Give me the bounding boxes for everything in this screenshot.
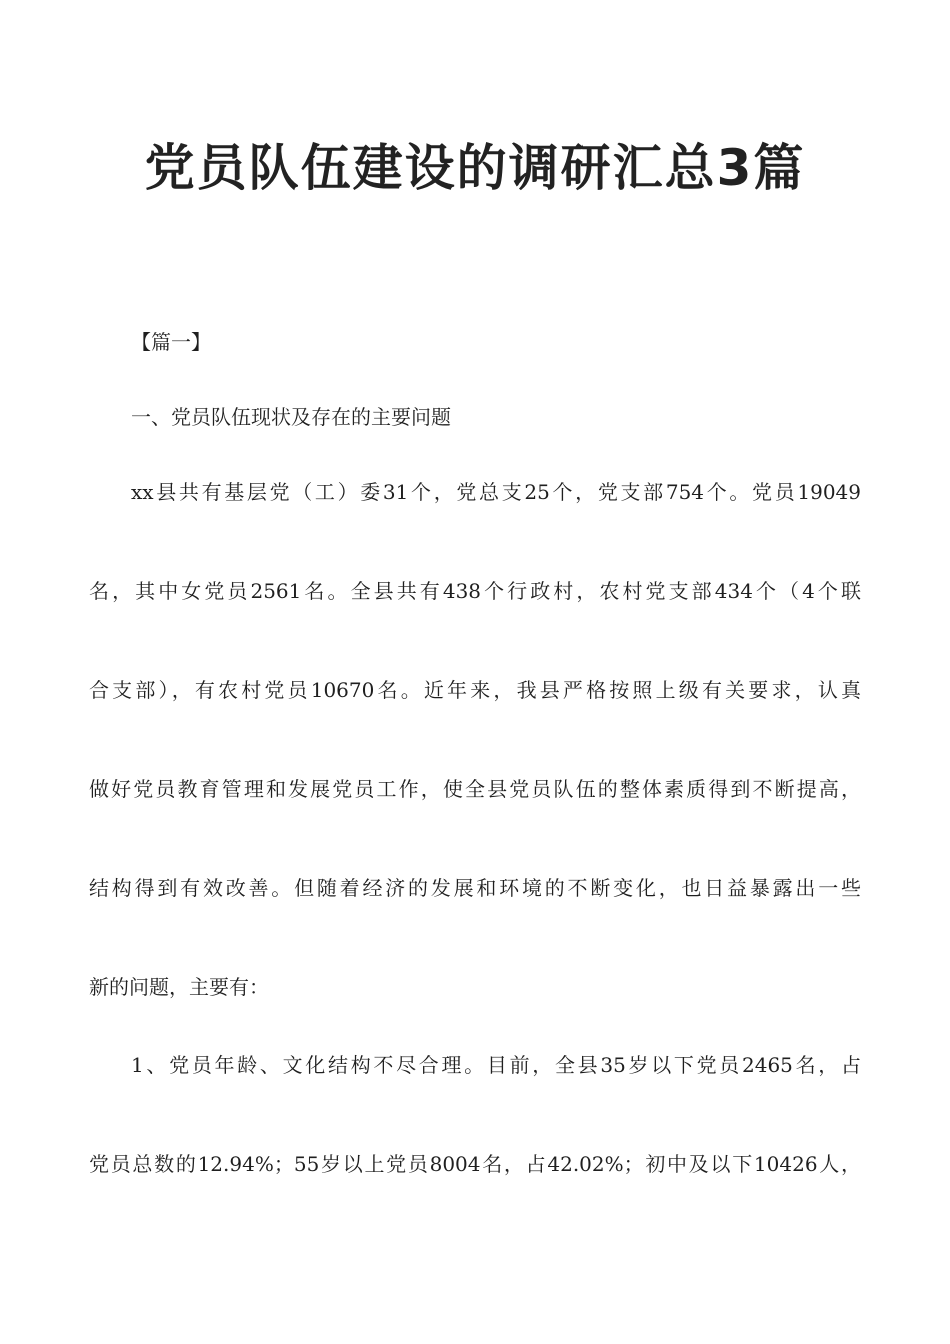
paragraph-line: xx县共有基层党（工）委31个，党总支25个，党支部754个。党员19049 [131,480,861,504]
paragraph-line: 合支部），有农村党员10670名。近年来，我县严格按照上级有关要求，认真 [89,678,861,702]
section-heading: 一、党员队伍现状及存在的主要问题 [131,405,451,429]
paragraph-line: 做好党员教育管理和发展党员工作，使全县党员队伍的整体素质得到不断提高， [89,777,861,801]
paragraph-line: 结构得到有效改善。但随着经济的发展和环境的不断变化，也日益暴露出一些 [89,876,861,900]
paragraph-line: 1、党员年龄、文化结构不尽合理。目前，全县35岁以下党员2465名，占 [131,1053,861,1077]
paragraph-line: 新的问题，主要有： [89,975,269,999]
document-title: 党员队伍建设的调研汇总3篇 [144,139,806,197]
section-label: 【篇一】 [131,330,211,354]
paragraph-line: 名，其中女党员2561名。全县共有438个行政村，农村党支部434个（4个联 [89,579,861,603]
paragraph-line: 党员总数的12.94%；55岁以上党员8004名，占42.02%；初中及以下10426人， [89,1152,861,1176]
